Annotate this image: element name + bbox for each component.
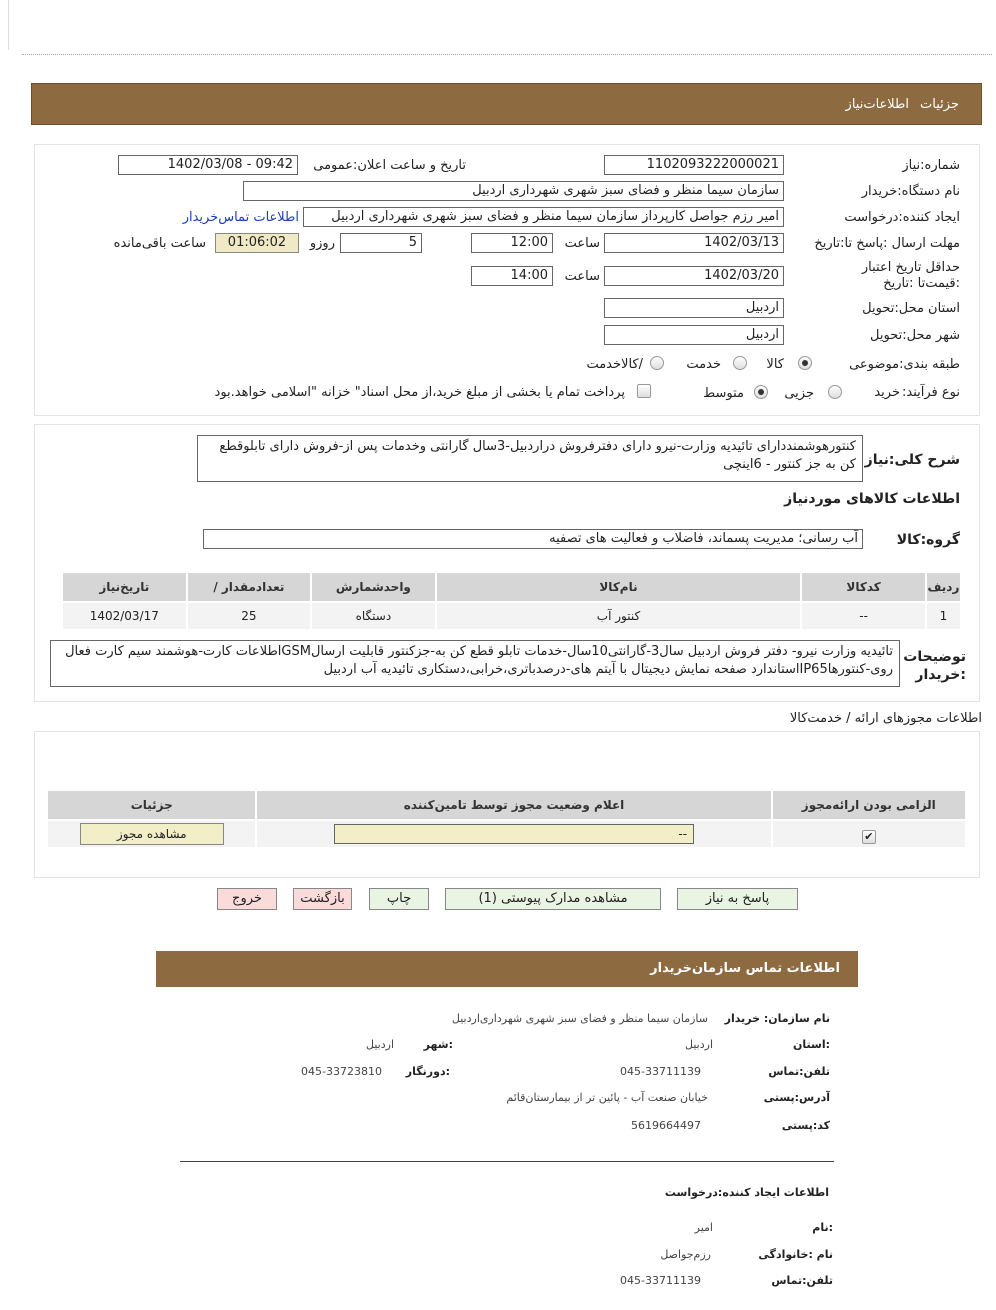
category-label: طبقه بندی:موضوعی bbox=[849, 357, 960, 372]
process-medium-radio[interactable] bbox=[754, 385, 768, 399]
col-permit-required: الزامی بودن ارائه‌مجوز bbox=[773, 791, 965, 819]
permits-table bbox=[46, 789, 967, 849]
remaining-timer: 01:06:02 bbox=[215, 233, 299, 253]
city-contact-label: :شهر bbox=[423, 1038, 453, 1051]
validity-time-label: ساعت bbox=[564, 269, 600, 284]
deadline-label: مهلت ارسال :پاسخ تا:تاریخ bbox=[814, 236, 960, 251]
validity-label: حداقل تاریخ اعتبار :قیمت‌تا :تاریخ bbox=[861, 260, 960, 291]
validity-date-field: 1402/03/20 bbox=[604, 266, 784, 286]
name-label: :نام bbox=[812, 1221, 833, 1234]
tab-need-info[interactable]: اطلاعات‌نیاز bbox=[845, 97, 909, 112]
fax-label: :دورنگار bbox=[405, 1065, 450, 1078]
col-permit-status: اعلام وضعیت مجوز توسط تامین‌کننده bbox=[257, 791, 770, 819]
exit-button[interactable]: خروج bbox=[217, 888, 277, 910]
name-value: امیر bbox=[694, 1221, 713, 1234]
process-buy-label: خرید bbox=[874, 385, 900, 400]
province-field: اردبیل bbox=[604, 298, 784, 318]
details-header-bar bbox=[31, 83, 982, 125]
buyer-notes-label: توضیحات :خریدار bbox=[903, 649, 966, 683]
col-date: تاریخ‌نیاز bbox=[63, 573, 186, 601]
postal-label: کد:پستی bbox=[781, 1119, 830, 1132]
address-label: آدرس:پستی bbox=[763, 1091, 830, 1104]
cell-permit-required bbox=[773, 821, 965, 847]
contact-header-bar bbox=[156, 951, 858, 987]
permit-status-field[interactable]: -- bbox=[334, 824, 694, 844]
col-row: ردیف bbox=[927, 573, 960, 601]
cell-date: 1402/03/17 bbox=[63, 603, 186, 629]
view-permit-button[interactable]: مشاهده مجوز bbox=[80, 823, 224, 845]
permit-required-checkbox[interactable]: ✔ bbox=[862, 830, 876, 844]
back-button[interactable]: بازگشت bbox=[293, 888, 352, 910]
city-field: اردبیل bbox=[604, 325, 784, 345]
creator-phone-label: تلفن:تماس bbox=[771, 1274, 833, 1287]
announce-field: 1402/03/08 - 09:42 bbox=[118, 155, 298, 175]
announce-label: تاریخ و ساعت اعلان:عمومی bbox=[313, 158, 466, 173]
top-divider bbox=[22, 54, 992, 55]
description-box: کنتورهوشمنددارای تائیدیه وزارت-نیرو دارای دفترفروش دراردبیل-3سال گارانتی وخدمات پس از-فروش دارای تابلوقطع کن به جز کنتور - 6اینچی bbox=[197, 435, 863, 482]
creator-phone-value: 045-33711139 bbox=[620, 1274, 701, 1287]
category-service-radio[interactable] bbox=[733, 356, 747, 370]
process-small-radio[interactable] bbox=[828, 385, 842, 399]
description-label: شرح کلی:نیاز bbox=[864, 452, 960, 468]
process-type-label: نوع فرآیند: bbox=[902, 385, 960, 400]
category-both-label: /کالاخدمت bbox=[586, 357, 643, 372]
creator-label: ایجاد کننده:درخواست bbox=[844, 210, 960, 225]
reply-button[interactable]: پاسخ به نیاز bbox=[677, 888, 798, 910]
attachments-button[interactable]: مشاهده مدارک پیوستی (1) bbox=[445, 888, 661, 910]
deadline-date-field: 1402/03/13 bbox=[604, 233, 784, 253]
process-medium-label: متوسط bbox=[703, 386, 744, 401]
city-label: شهر محل:تحویل bbox=[870, 328, 960, 343]
creator-field: امیر رزم جواصل کارپرداز سازمان سیما منظر و فضای سبز شهری شهرداری اردبیل bbox=[303, 207, 784, 227]
family-label: نام :خانوادگی bbox=[758, 1248, 833, 1261]
cell-permit-details bbox=[48, 821, 255, 847]
process-small-label: جزیی bbox=[784, 386, 814, 401]
table-row bbox=[48, 821, 965, 847]
phone-value: 045-33711139 bbox=[620, 1065, 701, 1078]
col-name: نام‌کالا bbox=[437, 573, 801, 601]
creator-info-title: اطلاعات ایجاد کننده:درخواست bbox=[664, 1186, 829, 1199]
goods-group-label: گروه:کالا bbox=[896, 532, 960, 548]
fax-value: 045-33723810 bbox=[301, 1065, 382, 1078]
remaining-label: ساعت باقی‌مانده bbox=[113, 236, 206, 251]
goods-group-field: آب رسانی؛ مدیریت پسماند، فاضلاب و فعالیت های تصفیه bbox=[203, 529, 863, 549]
category-both-radio[interactable] bbox=[650, 356, 664, 370]
family-value: رزم‌جواصل bbox=[660, 1248, 711, 1261]
days-field: 5 bbox=[340, 233, 422, 253]
need-number-label: شماره:نیاز bbox=[902, 158, 960, 173]
validity-time-field: 14:00 bbox=[471, 266, 553, 286]
buyer-contact-link[interactable]: اطلاعات تماس‌خریدار bbox=[182, 210, 299, 225]
province-label: استان محل:تحویل bbox=[862, 301, 960, 316]
buyer-notes-box: تائیدیه وزارت نیرو- دفتر فروش اردبیل سال3-گارانتی10سال-خدمات تابلو قطع کن به-جزکنتور قابلیت ارسالGSMاطلاعات کارت-هوشمند سیم کارت فعال روی-کنتورهاIP65استاندارد صفحه نمایش دیجیتال با آیتم های-درصدباتری،خرابی،دستکاری تائیدیه آب اردبیل bbox=[50, 640, 900, 687]
table-row bbox=[63, 603, 960, 629]
payment-checkbox[interactable] bbox=[637, 384, 651, 398]
contact-divider bbox=[180, 1161, 834, 1162]
col-permit-details: جزئیات bbox=[48, 791, 255, 819]
cell-qty: 25 bbox=[188, 603, 311, 629]
city-contact-value: اردبیل bbox=[366, 1038, 394, 1051]
category-goods-label: کالا bbox=[766, 357, 784, 372]
address-value: خیابان صنعت آب - پائین تر از بیمارستان‌قائم bbox=[506, 1091, 708, 1104]
org-label: نام سازمان: خریدار bbox=[724, 1012, 830, 1025]
buyer-label: نام دستگاه:خریدار bbox=[861, 184, 960, 199]
postal-value: 5619664497 bbox=[631, 1119, 701, 1132]
permits-title: اطلاعات مجوزهای ارائه / خدمت‌کالا bbox=[789, 711, 982, 726]
province-contact-value: اردبیل bbox=[685, 1038, 713, 1051]
deadline-time-label: ساعت bbox=[564, 236, 600, 251]
goods-table bbox=[61, 571, 962, 631]
cell-permit-status bbox=[257, 821, 770, 847]
phone-label: تلفن:تماس bbox=[768, 1065, 830, 1078]
org-value: سازمان سیما منظر و فضای سبز شهری شهرداری‌اردبیل bbox=[451, 1012, 708, 1025]
contact-title: اطلاعات تماس سازمان‌خریدار bbox=[650, 961, 840, 976]
print-button[interactable]: چاپ bbox=[369, 888, 429, 910]
cell-row: 1 bbox=[927, 603, 960, 629]
col-unit: واحدشمارش bbox=[312, 573, 435, 601]
cell-code: -- bbox=[802, 603, 925, 629]
tab-details[interactable]: جزئیات bbox=[920, 97, 959, 112]
province-contact-label: :استان bbox=[793, 1038, 830, 1051]
days-label: روزو bbox=[309, 236, 335, 251]
category-goods-radio[interactable] bbox=[798, 356, 812, 370]
need-number-field: 1102093222000021 bbox=[604, 155, 784, 175]
col-code: کدکالا bbox=[802, 573, 925, 601]
goods-info-title: اطلاعات کالاهای موردنیاز bbox=[784, 491, 960, 507]
category-service-label: خدمت bbox=[686, 357, 721, 372]
payment-note: پرداخت تمام یا بخشی از مبلغ خرید،از محل اسناد" خزانه "اسلامی خواهد.بود bbox=[214, 385, 625, 400]
buyer-field: سازمان سیما منظر و فضای سبز شهری شهرداری اردبیل bbox=[243, 181, 784, 201]
deadline-time-field: 12:00 bbox=[471, 233, 553, 253]
left-rule bbox=[8, 0, 9, 50]
cell-name: کنتور آب bbox=[437, 603, 801, 629]
cell-unit: دستگاه bbox=[312, 603, 435, 629]
col-qty: تعدادمقدار / bbox=[188, 573, 311, 601]
